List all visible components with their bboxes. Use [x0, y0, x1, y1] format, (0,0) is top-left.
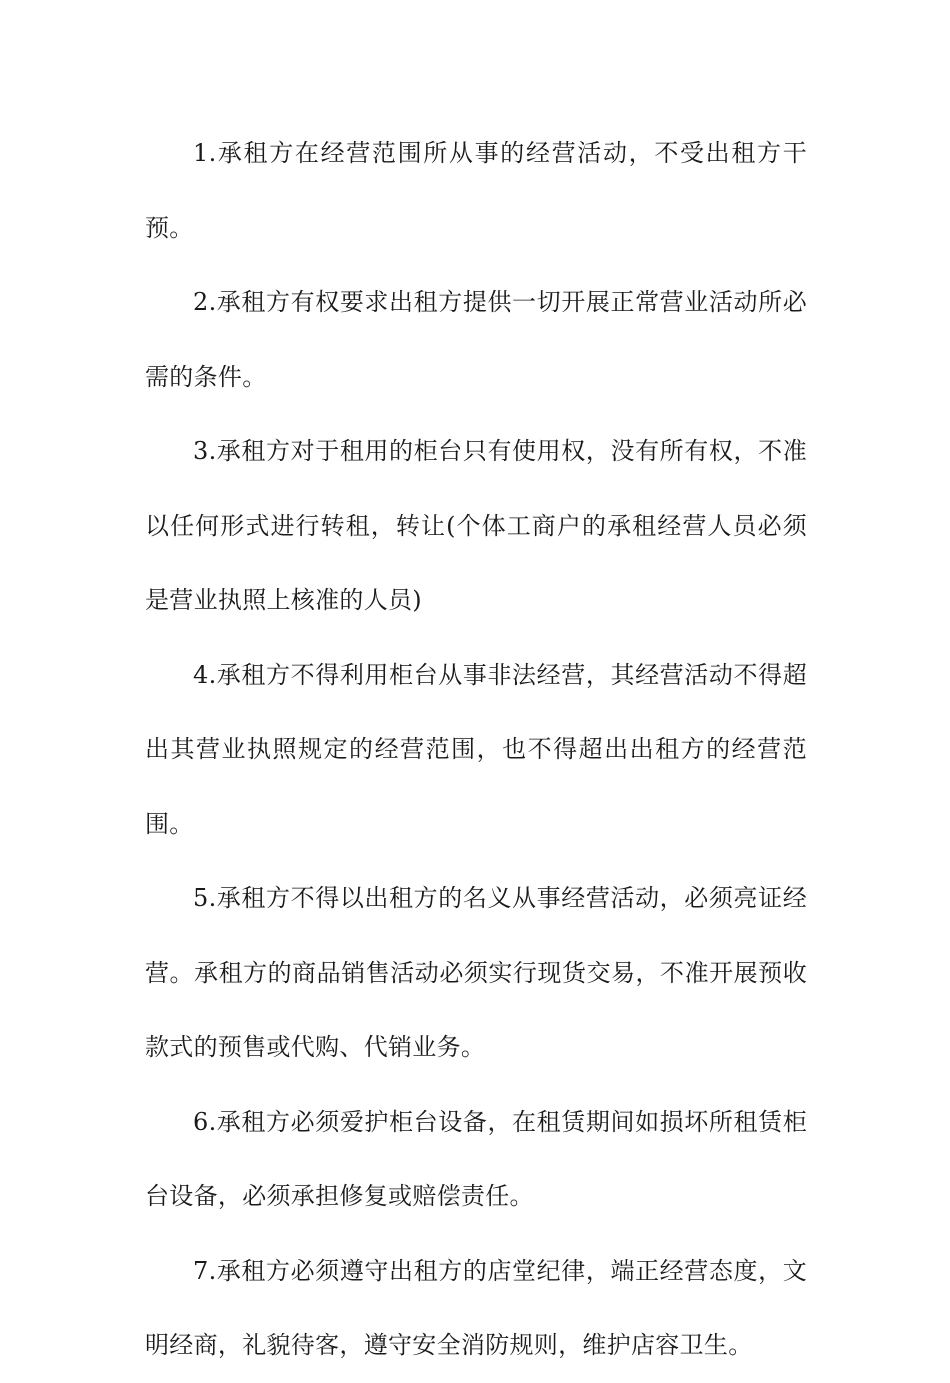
paragraph-4: 4.承租方不得利用柜台从事非法经营，其经营活动不得超出其营业执照规定的经营范围，也不得超出出租方的经营范围。 [145, 660, 807, 838]
paragraph-3: 3.承租方对于租用的柜台只有使用权，没有所有权，不准以任何形式进行转租，转让(个体工商户的承租经营人员必须是营业执照上核准的人员) [145, 437, 807, 614]
paragraph-1: 1.承租方在经营范围所从事的经营活动，不受出租方干预。 [145, 139, 807, 242]
document-body [145, 116, 807, 1383]
paragraph-2: 2.承租方有权要求出租方提供一切开展正常营业活动所必需的条件。 [145, 288, 807, 391]
paragraph-7: 7.承租方必须遵守出租方的店堂纪律，端正经营态度，文明经商，礼貌待客，遵守安全消防规则，维护店容卫生。 [145, 1256, 807, 1359]
paragraph-5: 5.承租方不得以出租方的名义从事经营活动，必须亮证经营。承租方的商品销售活动必须实行现货交易，不准开展预收款式的预售或代购、代销业务。 [145, 884, 807, 1061]
paragraph-6: 6.承租方必须爱护柜台设备，在租赁期间如损坏所租赁柜台设备，必须承担修复或赔偿责任。 [145, 1107, 807, 1210]
